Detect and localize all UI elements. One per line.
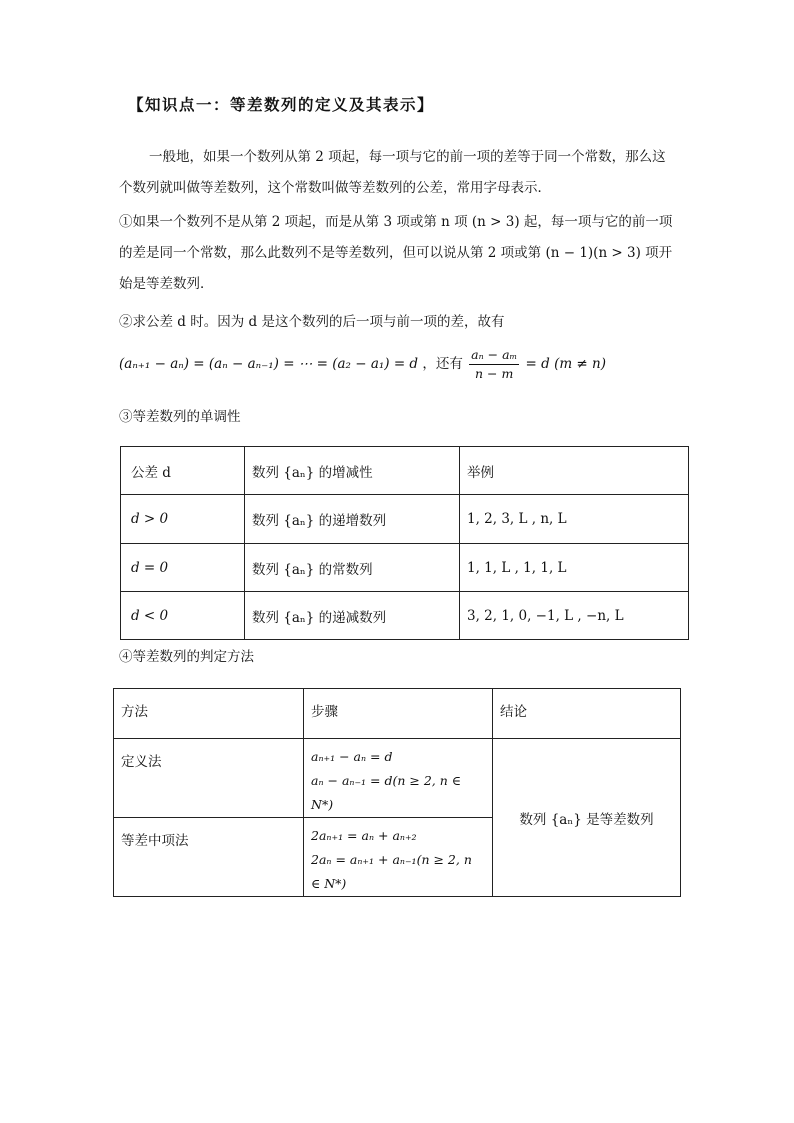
note-2-paragraph: ②求公差 d 时。因为 d 是这个数列的后一项与前一项的差，故有 [119,314,505,330]
table-cell: d < 0 [121,592,245,640]
definition-paragraph: 一般地，如果一个数列从第 2 项起，每一项与它的前一项的差等于同一个常数，那么这个数列就叫做等差数列，这个常数叫做等差数列的公差，常用字母表示． [119,149,666,196]
header-cell: 数列 {aₙ} 的增减性 [245,447,460,495]
step-formula: 2aₙ = aₙ₊₁ + aₙ₋₁(n ≥ 2, n ∈ N*) [311,852,472,891]
table-cell: 3, 2, 1, 0, −1, L , −n, L [460,592,689,640]
header-cell: 步骤 [304,689,493,739]
fraction-numerator: aₙ − aₘ [469,346,519,365]
conclusion-cell: 数列 {aₙ} 是等差数列 [493,739,681,897]
table-header-row [114,689,681,739]
table-row [121,544,689,592]
step-formula: aₙ₊₁ − aₙ = d [311,749,393,764]
fraction-denominator: n − m [475,366,514,381]
fraction-equals-d: = d (m ≠ n) [525,356,606,372]
step-formula: 2aₙ₊₁ = aₙ + aₙ₊₂ [311,828,417,843]
difference-equation: (aₙ₊₁ − aₙ) = (aₙ − aₙ₋₁) = ⋯ = (a₂ − a₁) = d [119,356,419,372]
table-cell: 数列 {aₙ} 的常数列 [245,544,460,592]
table-cell: 1, 2, 3, L , n, L [460,495,689,544]
table-row [121,592,689,640]
table-cell: d > 0 [121,495,245,544]
section-title: 【知识点一：等差数列的定义及其表示】 [128,95,435,114]
difference-formula [119,346,606,383]
slope-fraction [469,346,519,383]
steps-cell [304,739,493,818]
header-cell: 方法 [114,689,304,739]
header-cell: 结论 [493,689,681,739]
step-formula: aₙ − aₙ₋₁ = d(n ≥ 2, n ∈ N*) [311,773,462,812]
note-1-paragraph: ①如果一个数列不是从第 2 项起，而是从第 3 项或第 n 项 (n > 3) 起，每一项与它的前一项的差是同一个常数，那么此数列不是等差数列，但可以说从第 2 项或第 (n − 1)(n > 3) 项开始是等差数列． [119,214,673,292]
method-cell: 定义法 [114,739,304,818]
steps-cell [304,818,493,897]
table-cell: 1, 1, L , 1, 1, L [460,544,689,592]
note-3-heading: ③等差数列的单调性 [119,409,241,425]
method-cell: 等差中项法 [114,818,304,897]
header-cell: 举例 [460,447,689,495]
table-cell: 数列 {aₙ} 的递增数列 [245,495,460,544]
monotonicity-table [120,446,689,640]
also-text: ，还有 [422,356,463,372]
header-cell: 公差 d [121,447,245,495]
table-header-row [121,447,689,495]
note-4-heading: ④等差数列的判定方法 [119,649,254,665]
table-row [121,495,689,544]
judgement-table [113,688,681,897]
table-row [114,739,681,818]
table-cell: d = 0 [121,544,245,592]
table-cell: 数列 {aₙ} 的递减数列 [245,592,460,640]
